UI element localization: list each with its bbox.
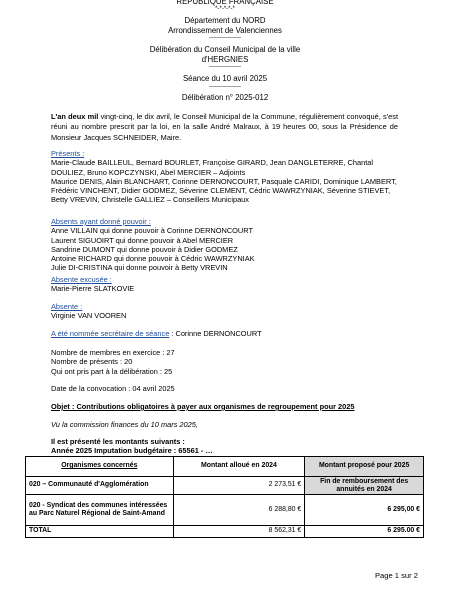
- amounts-intro: Il est présenté les montants suivants :: [51, 437, 185, 446]
- present-line: Maurice DENIS, Alain BLANCHART, Corinne DERNONCOURT, Pasquale CARIDI, Dominique LAMBERT,: [51, 176, 397, 186]
- cell-total-label: TOTAL: [26, 526, 174, 538]
- contributions-table: [25, 456, 424, 538]
- department-label: Département du NORD: [184, 16, 266, 25]
- deliberation-number: Délibération n° 2025-012: [181, 93, 269, 102]
- present-label: Présents :: [51, 149, 85, 158]
- table-header-row: [26, 457, 424, 477]
- present-line: Marie-Claude BAILLEUL, Bernard BOURLET, Françoise GIRARD, Jean DANGLETERRE, Chantal: [51, 158, 374, 168]
- absent-section: [51, 302, 398, 321]
- cell-amount-2025: 6 295,00 €: [305, 495, 424, 526]
- proxy-line: Laurent SIGUOIRT qui donne pouvoir à Abel MERCIER: [51, 235, 234, 245]
- proxy-line: Sandrine DUMONT qui donne pouvoir à Didier GODMEZ: [51, 244, 238, 254]
- secretary-label: A été nommée secrétaire de séance: [51, 329, 170, 338]
- intro-bold-start: L'an deux mil: [51, 112, 99, 121]
- proxy-line: Julie DI-CRISTINA qui donne pouvoir à Betty VREVIN: [51, 263, 228, 273]
- col-header-2025: Montant proposé pour 2025: [305, 457, 424, 477]
- members-count: Nombre de membres en exercice : 27: [51, 348, 175, 357]
- cell-total-2025: 6 295.00 €: [305, 526, 424, 538]
- absent-name: Virginie VAN VOOREN: [51, 311, 127, 321]
- cell-organism: 020 – Communauté d'Agglomération: [26, 477, 174, 495]
- cell-amount-2024: 6 288,80 €: [173, 495, 305, 526]
- excused-section: [51, 275, 398, 294]
- cell-amount-2024: 2 273,51 €: [173, 477, 305, 495]
- present-count: Nombre de présents : 20: [51, 357, 133, 367]
- cell-organism: 020 - Syndicat des communes intéressées au Parc Naturel Régional de Saint-Amand: [26, 495, 174, 526]
- intro-paragraph: [51, 112, 398, 143]
- separator-dashes: ----------------: [209, 84, 241, 90]
- present-section: [51, 149, 398, 205]
- town-name: d'HERGNIES: [201, 55, 249, 64]
- object-line: Objet : Contributions obligatoires à payer aux organismes de regroupement pour 2025: [51, 402, 355, 411]
- excused-label: Absente excusée :: [51, 275, 112, 284]
- separator-stars: *-*-*-*-*: [215, 6, 235, 12]
- voters-count: Qui ont pris part à la délibération : 25: [51, 366, 173, 376]
- col-header-2024: Montant alloué en 2024: [173, 457, 305, 477]
- proxy-line: Antoine RICHARD qui donne pouvoir à Cédric WAWRZYNIAK: [51, 254, 255, 263]
- commission-line: Vu la commission finances du 10 mars 2025,: [51, 420, 198, 429]
- separator-dashes: ----------------: [209, 35, 241, 41]
- intro-text: vingt-cinq, le dix avril, le Conseil Municipal de la Commune, régulièrement convoqué, s'est réuni au nombre prescrit par la loi, en la salle André Malraux, à 19 heures 00, sous la Présidence de Monsieur Jacques SCHNEIDER, Maire.: [51, 112, 398, 142]
- table-row: [26, 477, 424, 495]
- proxies-label: Absents ayant donné pouvoir :: [51, 217, 151, 226]
- present-line: Frédéric VINCHENT, Didier GODMEZ, Séverine CLEMENT, Cédric WAWRZYNIAK, Séverine STIEVET,: [51, 186, 391, 195]
- republic-title: REPUBLIQUE FRANÇAISE: [176, 0, 274, 6]
- table-row: [26, 495, 424, 526]
- session-date: Séance du 10 avril 2025: [182, 74, 268, 83]
- table-total-row: [26, 526, 424, 538]
- page-number: Page 1 sur 2: [374, 571, 418, 580]
- present-line: DOULIEZ, Bruno KOPCZYNSKI, Abel MERCIER – Adjoints: [51, 167, 246, 177]
- convocation-date: Date de la convocation : 04 avril 2025: [51, 384, 175, 393]
- absent-label: Absente :: [51, 302, 83, 311]
- cell-amount-2025: Fin de remboursement des annuités en 2024: [305, 477, 424, 495]
- proxies-section: [51, 217, 398, 273]
- secretary-name: : Corinne DERNONCOURT: [169, 329, 262, 338]
- deliberation-title: Délibération du Conseil Municipal de la ville: [149, 45, 301, 54]
- col-header-organisms: Organismes concernés: [26, 457, 174, 477]
- proxy-line: Anne VILLAIN qui donne pouvoir à Corinne DERNONCOURT: [51, 226, 253, 236]
- excused-name: Marie-Pierre SLATKOVIE: [51, 284, 135, 294]
- budget-line: Année 2025 Imputation budgétaire : 65561 - …: [51, 446, 213, 455]
- arrondissement-label: Arrondissement de Valenciennes: [168, 26, 282, 35]
- secretary-section: [51, 329, 398, 338]
- separator-dashes: ----------------: [209, 64, 241, 70]
- present-line: Betty VREVIN, Christelle GALLIEZ – Conseillers Municipaux: [51, 195, 249, 205]
- counts-section: [51, 348, 398, 376]
- cell-total-2024: 8 562,31 €: [173, 526, 305, 538]
